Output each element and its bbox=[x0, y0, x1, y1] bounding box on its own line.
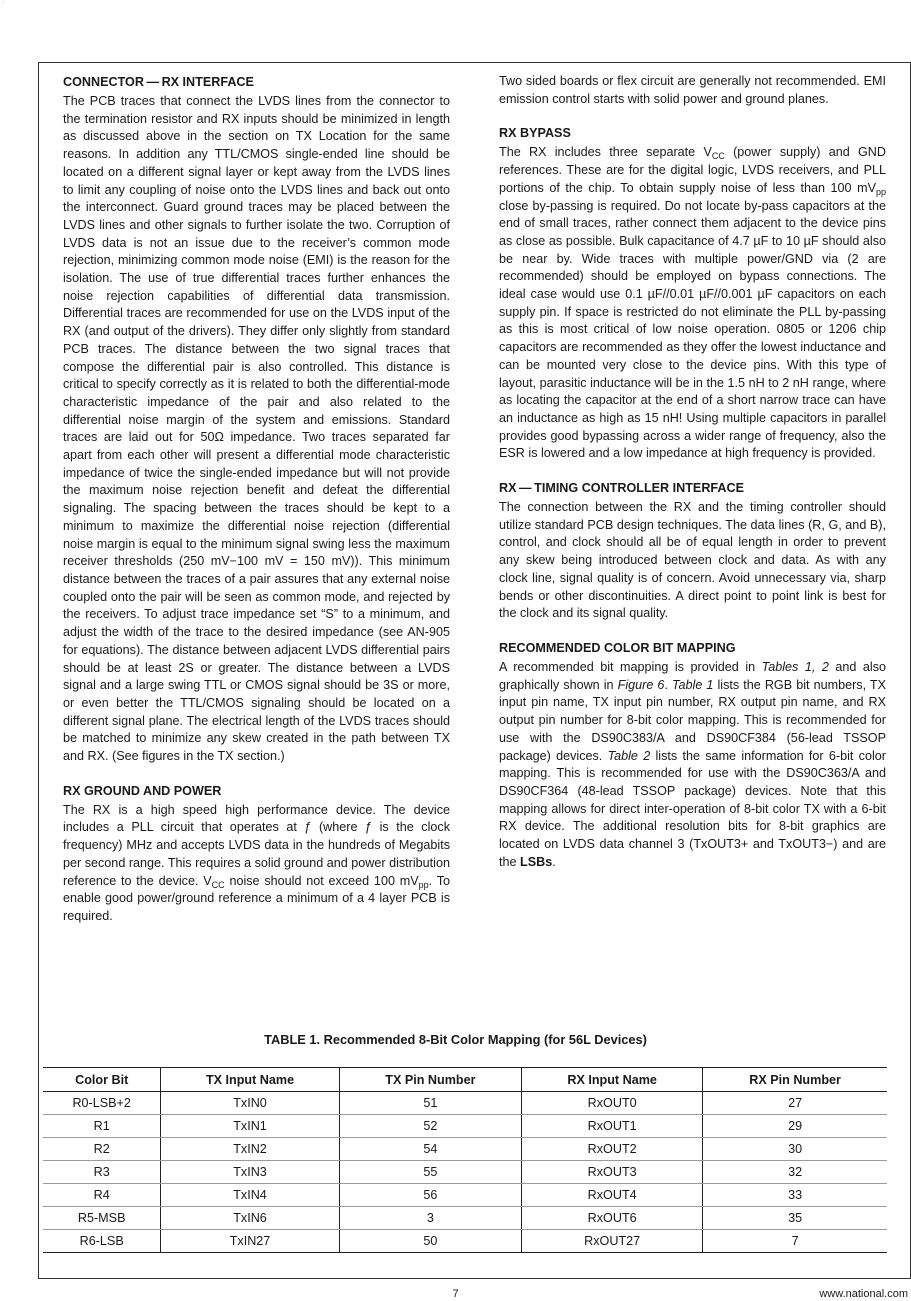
table-cell: 32 bbox=[703, 1161, 887, 1184]
table-cell: 33 bbox=[703, 1184, 887, 1207]
connector-paragraph: The PCB traces that connect the LVDS lines from the connector to the termination resistor and RX inputs should be minimized in length as discussed above in the section on TX Location for the same reasons. In addition any TTL/CMOS single-ended line should be located on a different signal layer or kept away from the LVDS lines to limit any coupling of noise onto the LVDS lines and back out onto the interconnect. Guard ground traces may be placed between the LVDS lines and other signals to further isolate the two. Corruption of LVDS data is not an issue due to the receiver’s common mode rejection, minimizing common mode noise (EMI) is the reason for the isolation. The use of true differential traces further enhances the noise rejection capabilities of differential data transmission. Differential traces are recommended for use on the LVDS input of the RX (and output of the drivers). They differ only slightly from standard PCB traces. The distance between the two signal traces that compose the differential pair is also controlled. This distance is critical to specify correctly as it is related to both the differential-mode characteristic impedance of the pair and also related to the differential noise margin of the system and emissions. Standard traces are laid out for 50Ω impedance. Two traces separated far apart from each other will present a differential mode characteristic impedance of twice the single-ended impedance but will not provide the maximum noise rejection benefit and defeat the differential signaling. The spacing between the traces should be kept to a minimum to maximize the differential noise rejection (differential noise margin is equal to the minimum signal swing less the maximum receiver thresholds (250 mV−100 mV = 150 mV)). This minimum distance between the traces of a pair assures that any external noise coupled onto the pair will be seen as common mode, and rejected by the receivers. To adjust trace impedance set “S” to a minimum, and adjust the width of the trace to the desired impedance (see AN-905 for equations). The distance between adjacent LVDS differential pairs should be at least 2S or greater. The distance between a LVDS signal and a large swing TTL or CMOS signal should be 3S or more, or even better the TTL/CMOS signaling should be located on a different signal plane. The electrical length of the LVDS traces should be matched to minimize any skew created in the path between TX and RX. (See figures in the TX section.) bbox=[63, 94, 450, 764]
table-row bbox=[43, 1184, 887, 1207]
table-row bbox=[43, 1230, 887, 1253]
page-number: 7 bbox=[452, 1288, 459, 1300]
table-header-row bbox=[43, 1068, 887, 1092]
table-cell: TxIN3 bbox=[161, 1161, 339, 1184]
table-cell: RxOUT4 bbox=[522, 1184, 703, 1207]
table-cell: 52 bbox=[339, 1115, 521, 1138]
table-cell: RxOUT6 bbox=[522, 1207, 703, 1230]
table-cell: 27 bbox=[703, 1092, 887, 1115]
table-cell: R4 bbox=[43, 1184, 161, 1207]
column-header: RX Input Name bbox=[522, 1068, 703, 1092]
table-cell: R2 bbox=[43, 1138, 161, 1161]
table-cell: RxOUT2 bbox=[522, 1138, 703, 1161]
table-cell: RxOUT3 bbox=[522, 1161, 703, 1184]
table-row bbox=[43, 1161, 887, 1184]
table-reference[interactable]: Table 2 bbox=[607, 748, 651, 763]
table-cell: 55 bbox=[339, 1161, 521, 1184]
table-reference[interactable]: Table 1 bbox=[671, 677, 714, 692]
table-row bbox=[43, 1115, 887, 1138]
table-cell: R3 bbox=[43, 1161, 161, 1184]
ground-power-paragraph: The RX is a high speed high performance device. The device includes a PLL circuit that operates at ƒ (where ƒ is the clock frequency) MHz and accepts LVDS data in the hundreds of Megabits per second range. This requires a solid ground and power distribution reference to the device. $V_{CC}$ noise should not exceed 100 $mV_{pp}$. To enable good power/ground reference a minimum of a 4 layer PCB is required. bbox=[63, 802, 450, 923]
table-cell: 30 bbox=[703, 1138, 887, 1161]
column-header: RX Pin Number bbox=[703, 1068, 887, 1092]
left-column bbox=[63, 73, 450, 926]
table-cell: 56 bbox=[339, 1184, 521, 1207]
table-cell: R5-MSB bbox=[43, 1207, 161, 1230]
column-header: TX Input Name bbox=[161, 1068, 339, 1092]
ground-power-continued: Two sided boards or flex circuit are generally not recommended. EMI emission control starts with solid power and ground planes. bbox=[499, 74, 886, 106]
table-cell: R0-LSB+2 bbox=[43, 1092, 161, 1115]
table-reference[interactable]: Tables 1, 2 bbox=[761, 659, 829, 674]
section-heading-mapping: RECOMMENDED COLOR BIT MAPPING bbox=[499, 640, 736, 655]
right-column bbox=[499, 73, 886, 871]
column-header: TX Pin Number bbox=[339, 1068, 521, 1092]
table-cell: 3 bbox=[339, 1207, 521, 1230]
table-cell: TxIN4 bbox=[161, 1184, 339, 1207]
table-cell: 51 bbox=[339, 1092, 521, 1115]
column-header: Color Bit bbox=[43, 1068, 161, 1092]
table-cell: RxOUT0 bbox=[522, 1092, 703, 1115]
table-cell: 50 bbox=[339, 1230, 521, 1253]
table-cell: TxIN6 bbox=[161, 1207, 339, 1230]
table-cell: R1 bbox=[43, 1115, 161, 1138]
footer-url-link[interactable]: www.national.com bbox=[819, 1288, 908, 1300]
table-caption: TABLE 1. Recommended 8-Bit Color Mapping (for 56L Devices) bbox=[264, 1032, 647, 1047]
table-cell: TxIN2 bbox=[161, 1138, 339, 1161]
table-row bbox=[43, 1207, 887, 1230]
table-row bbox=[43, 1138, 887, 1161]
section-heading-connector: CONNECTOR — RX INTERFACE bbox=[63, 75, 254, 89]
table-cell: TxIN0 bbox=[161, 1092, 339, 1115]
table-cell: TxIN27 bbox=[161, 1230, 339, 1253]
section-heading-timing: RX — TIMING CONTROLLER INTERFACE bbox=[499, 481, 745, 496]
table-cell: TxIN1 bbox=[161, 1115, 339, 1138]
table-cell: 54 bbox=[339, 1138, 521, 1161]
figure-reference[interactable]: Figure 6 bbox=[617, 677, 665, 692]
section-heading-ground-power: RX GROUND AND POWER bbox=[63, 783, 222, 798]
corner-mark: · bbox=[2, 0, 4, 6]
table-cell: 29 bbox=[703, 1115, 887, 1138]
bypass-paragraph: The RX includes three separate $V_{CC}$ (power supply) and GND references. These are for the digital logic, LVDS receivers, and PLL portions of the chip. To obtain supply noise of less than 100 $mV_{pp}$ close by-passing is required. Do not locate by-pass capacitors at the end of small traces, rather connect them adjacent to the device pins as close as possible. Bulk capacitance of 4.7 µF to 10 µF should also be near by. Wide traces with multiple power/GND via (2 are recommended) should be employed on bypass connections. The ideal case would use 0.1 µF//0.01 µF//0.001 µF capacitors on each supply pin. If space is restricted do not eliminate the PLL by-passing as this is most critical of low noise operation. 0805 or 1206 chip capacitors are recommended as they offer the lowest inductance and can be mounted very close to the device pins. With this type of layout, parasitic inductance will be in the 1.5 nH to 2 nH range, where as locating the capacitor at the end of a short narrow trace can have an inductance as high as 15 nH! Using multiple capacitors in parallel provides good bypassing across a wider range of frequency, also the ESR is lowered and a low impedance at high frequency is provided. bbox=[499, 145, 886, 461]
table-cell: 7 bbox=[703, 1230, 887, 1253]
table-row bbox=[43, 1092, 887, 1115]
mapping-paragraph: A recommended bit mapping is provided in Tables 1, 2 and also graphically shown in Figure 6. Table 1 lists the RGB bit numbers, TX input pin name, TX input pin number, RX output pin name, and RX output pin number for 8-bit color mapping. This is recommended for use with the DS90C383/A and DS90CF384 (56-lead TSSOP package) devices. Table 2 lists the same information for 6-bit color mapping. This is recommended for use with the DS90C363/A and DS90CF364 (48-lead TSSOP package) devices. Note that this mapping allows for direct inter-operation of 8-bit color TX with a 6-bit RX device. The additional resolution bits for 8-bit graphics are located on LVDS data channel 3 (TxOUT3+ and TxOUT3−) and are the LSBs. bbox=[499, 659, 887, 869]
table-cell: RxOUT1 bbox=[522, 1115, 703, 1138]
section-heading-bypass: RX BYPASS bbox=[499, 126, 571, 141]
table-cell: R6-LSB bbox=[43, 1230, 161, 1253]
timing-paragraph: The connection between the RX and the timing controller should utilize standard PCB design techniques. The data lines (R, G, and B), control, and clock should all be of equal length in order to prevent any skew being introduced between clock and data. As with any clock line, signal quality is of concern. Avoid unnecessary via, sharp bends or other discontinuities. A direct point to point link is best for the clock and its signal quality. bbox=[499, 500, 886, 621]
table-cell: 35 bbox=[703, 1207, 887, 1230]
table-cell: RxOUT27 bbox=[522, 1230, 703, 1253]
color-mapping-table bbox=[43, 1067, 887, 1253]
